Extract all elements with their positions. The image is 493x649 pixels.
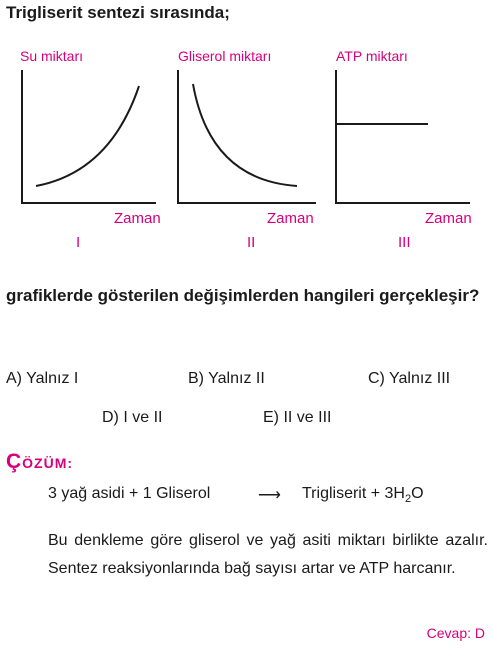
answer-label: Cevap: D xyxy=(426,625,485,641)
equation-right-end: O xyxy=(411,485,424,502)
solution-heading xyxy=(6,450,73,474)
graph-1-xlabel: Zaman xyxy=(114,210,161,227)
graph-2-roman: II xyxy=(247,234,256,251)
graph-2-xlabel: Zaman xyxy=(267,210,314,227)
graph-1-axes xyxy=(22,70,156,203)
graph-2-curve xyxy=(193,84,297,186)
equation-arrow: ⟶ xyxy=(258,487,281,504)
graph-2-ylabel: Gliserol miktarı xyxy=(178,48,272,64)
option-e[interactable]: E) II ve III xyxy=(263,409,332,426)
equation-left: 3 yağ asidi + 1 Gliserol xyxy=(48,485,211,502)
equation-right-sub: 2 xyxy=(404,493,412,506)
question-text: grafiklerde gösterilen değişimlerden hangileri gerçekleşir? xyxy=(6,286,480,305)
question-title: Trigliserit sentezi sırasında; xyxy=(6,3,230,22)
graphs-canvas xyxy=(0,0,493,260)
solution-explanation: Bu denkleme göre gliserol ve yağ asiti miktarı birlikte azalır. Sentez reaksiyonlarında bağ sayısı artar ve ATP harcanır. xyxy=(48,532,488,577)
solution-heading-initial: Ç xyxy=(6,450,23,473)
graph-3-axes xyxy=(336,70,470,203)
option-d[interactable]: D) I ve II xyxy=(102,409,163,426)
equation-right xyxy=(302,485,424,505)
graph-3-ylabel: ATP miktarı xyxy=(336,48,408,64)
graph-1-curve xyxy=(36,86,139,186)
option-a[interactable]: A) Yalnız I xyxy=(6,370,79,387)
solution-heading-rest: ÖZÜM: xyxy=(22,455,74,471)
graph-2-axes xyxy=(178,70,316,203)
graph-3-xlabel: Zaman xyxy=(425,210,472,227)
graph-1-ylabel: Su miktarı xyxy=(20,48,84,64)
option-b[interactable]: B) Yalnız II xyxy=(188,370,265,387)
equation-right-main: Trigliserit + 3H xyxy=(302,485,405,502)
graph-1-roman: I xyxy=(76,234,81,251)
graph-3-roman: III xyxy=(398,234,411,251)
option-c[interactable]: C) Yalnız III xyxy=(368,370,451,387)
